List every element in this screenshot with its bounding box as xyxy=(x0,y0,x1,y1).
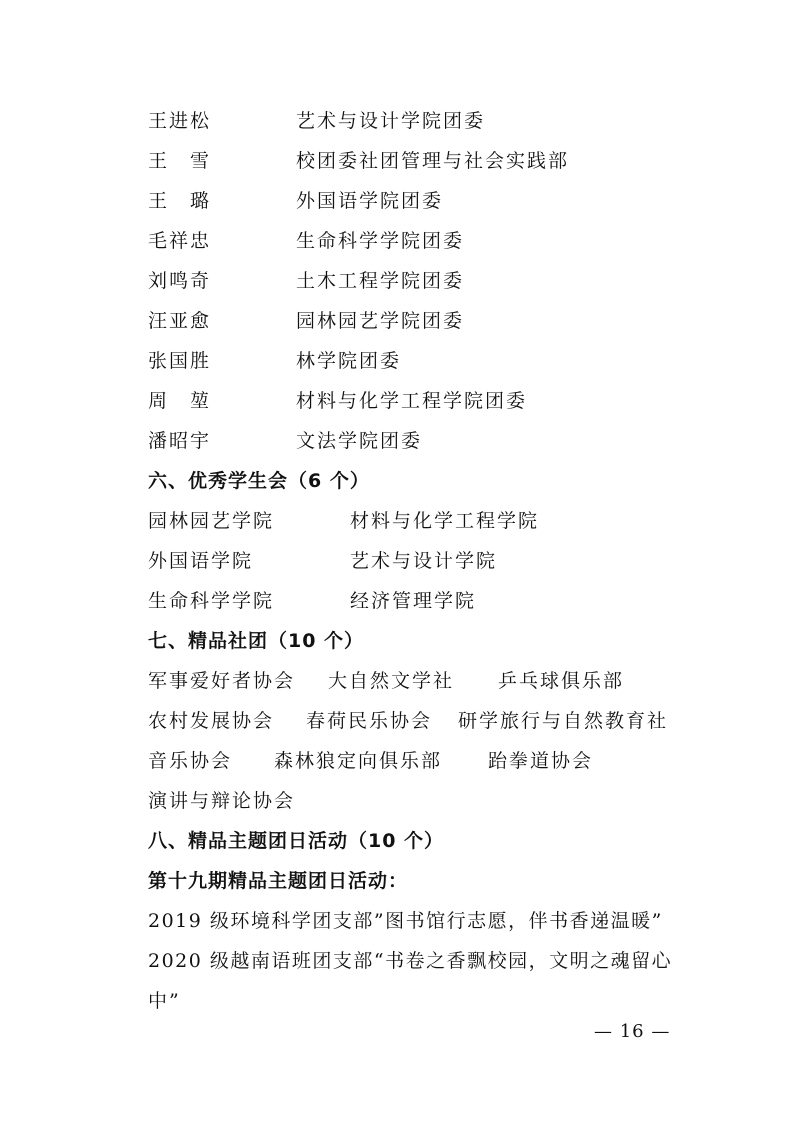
person-row xyxy=(148,349,402,373)
section-heading: 七、精品社团（10 个） xyxy=(148,630,365,652)
list-row xyxy=(148,549,498,573)
activity-line: 2019 级环境科学团支部”图书馆行志愿，伴书香递温暖” xyxy=(148,910,663,932)
person-row xyxy=(148,389,528,413)
list-item: 乒乓球俱乐部 xyxy=(498,670,625,692)
person-unit: 文法学院团委 xyxy=(296,430,423,452)
list-item: 材料与化学工程学院 xyxy=(350,510,540,532)
list-item: 外国语学院 xyxy=(148,550,254,572)
list-item: 演讲与辩论协会 xyxy=(148,790,296,812)
person-unit: 土木工程学院团委 xyxy=(296,270,465,292)
list-item: 音乐协会 xyxy=(148,750,233,772)
list-item: 研学旅行与自然教育社 xyxy=(458,710,669,732)
person-row xyxy=(148,189,444,213)
list-row xyxy=(148,669,625,693)
person-row xyxy=(148,269,465,293)
person-name: 潘昭宇 xyxy=(148,430,212,452)
list-item: 跆拳道协会 xyxy=(488,750,594,772)
person-unit: 校团委社团管理与社会实践部 xyxy=(296,150,570,172)
person-name: 周 堃 xyxy=(148,390,212,412)
person-unit: 艺术与设计学院团委 xyxy=(296,110,486,132)
page-number: — 16 — xyxy=(594,1021,671,1042)
person-row xyxy=(148,309,465,333)
person-unit: 生命科学学院团委 xyxy=(296,230,465,252)
list-item: 森林狼定向俱乐部 xyxy=(274,750,443,772)
person-name: 王 雪 xyxy=(148,150,212,172)
person-unit: 外国语学院团委 xyxy=(296,190,444,212)
activity-line: 2020 级越南语班团支部“书卷之香飘校园，文明之魂留心 xyxy=(148,950,673,972)
person-row xyxy=(148,149,570,173)
list-item: 艺术与设计学院 xyxy=(350,550,498,572)
list-row xyxy=(148,789,295,813)
list-item: 农村发展协会 xyxy=(148,710,275,732)
person-row xyxy=(148,229,465,253)
person-name: 汪亚愈 xyxy=(148,310,212,332)
person-name: 王进松 xyxy=(148,110,212,132)
list-row xyxy=(148,589,477,613)
person-name: 王 璐 xyxy=(148,190,212,212)
list-item: 园林园艺学院 xyxy=(148,510,275,532)
list-row xyxy=(148,509,540,533)
list-item: 大自然文学社 xyxy=(328,670,455,692)
list-row xyxy=(148,749,594,773)
person-unit: 材料与化学工程学院团委 xyxy=(296,390,528,412)
person-row xyxy=(148,429,423,453)
person-unit: 园林园艺学院团委 xyxy=(296,310,465,332)
list-row xyxy=(148,709,669,733)
section-heading: 八、精品主题团日活动（10 个） xyxy=(148,830,445,852)
list-item: 春荷民乐协会 xyxy=(306,710,433,732)
list-item: 生命科学学院 xyxy=(148,590,275,612)
person-row xyxy=(148,109,486,133)
activity-line: 中” xyxy=(148,990,181,1012)
section-subheading: 第十九期精品主题团日活动： xyxy=(148,870,409,892)
person-name: 刘鸣奇 xyxy=(148,270,212,292)
person-name: 张国胜 xyxy=(148,350,212,372)
section-heading: 六、优秀学生会（6 个） xyxy=(148,470,370,492)
list-item: 经济管理学院 xyxy=(350,590,477,612)
person-name: 毛祥忠 xyxy=(148,230,212,252)
list-item: 军事爱好者协会 xyxy=(148,670,296,692)
person-unit: 林学院团委 xyxy=(296,350,402,372)
